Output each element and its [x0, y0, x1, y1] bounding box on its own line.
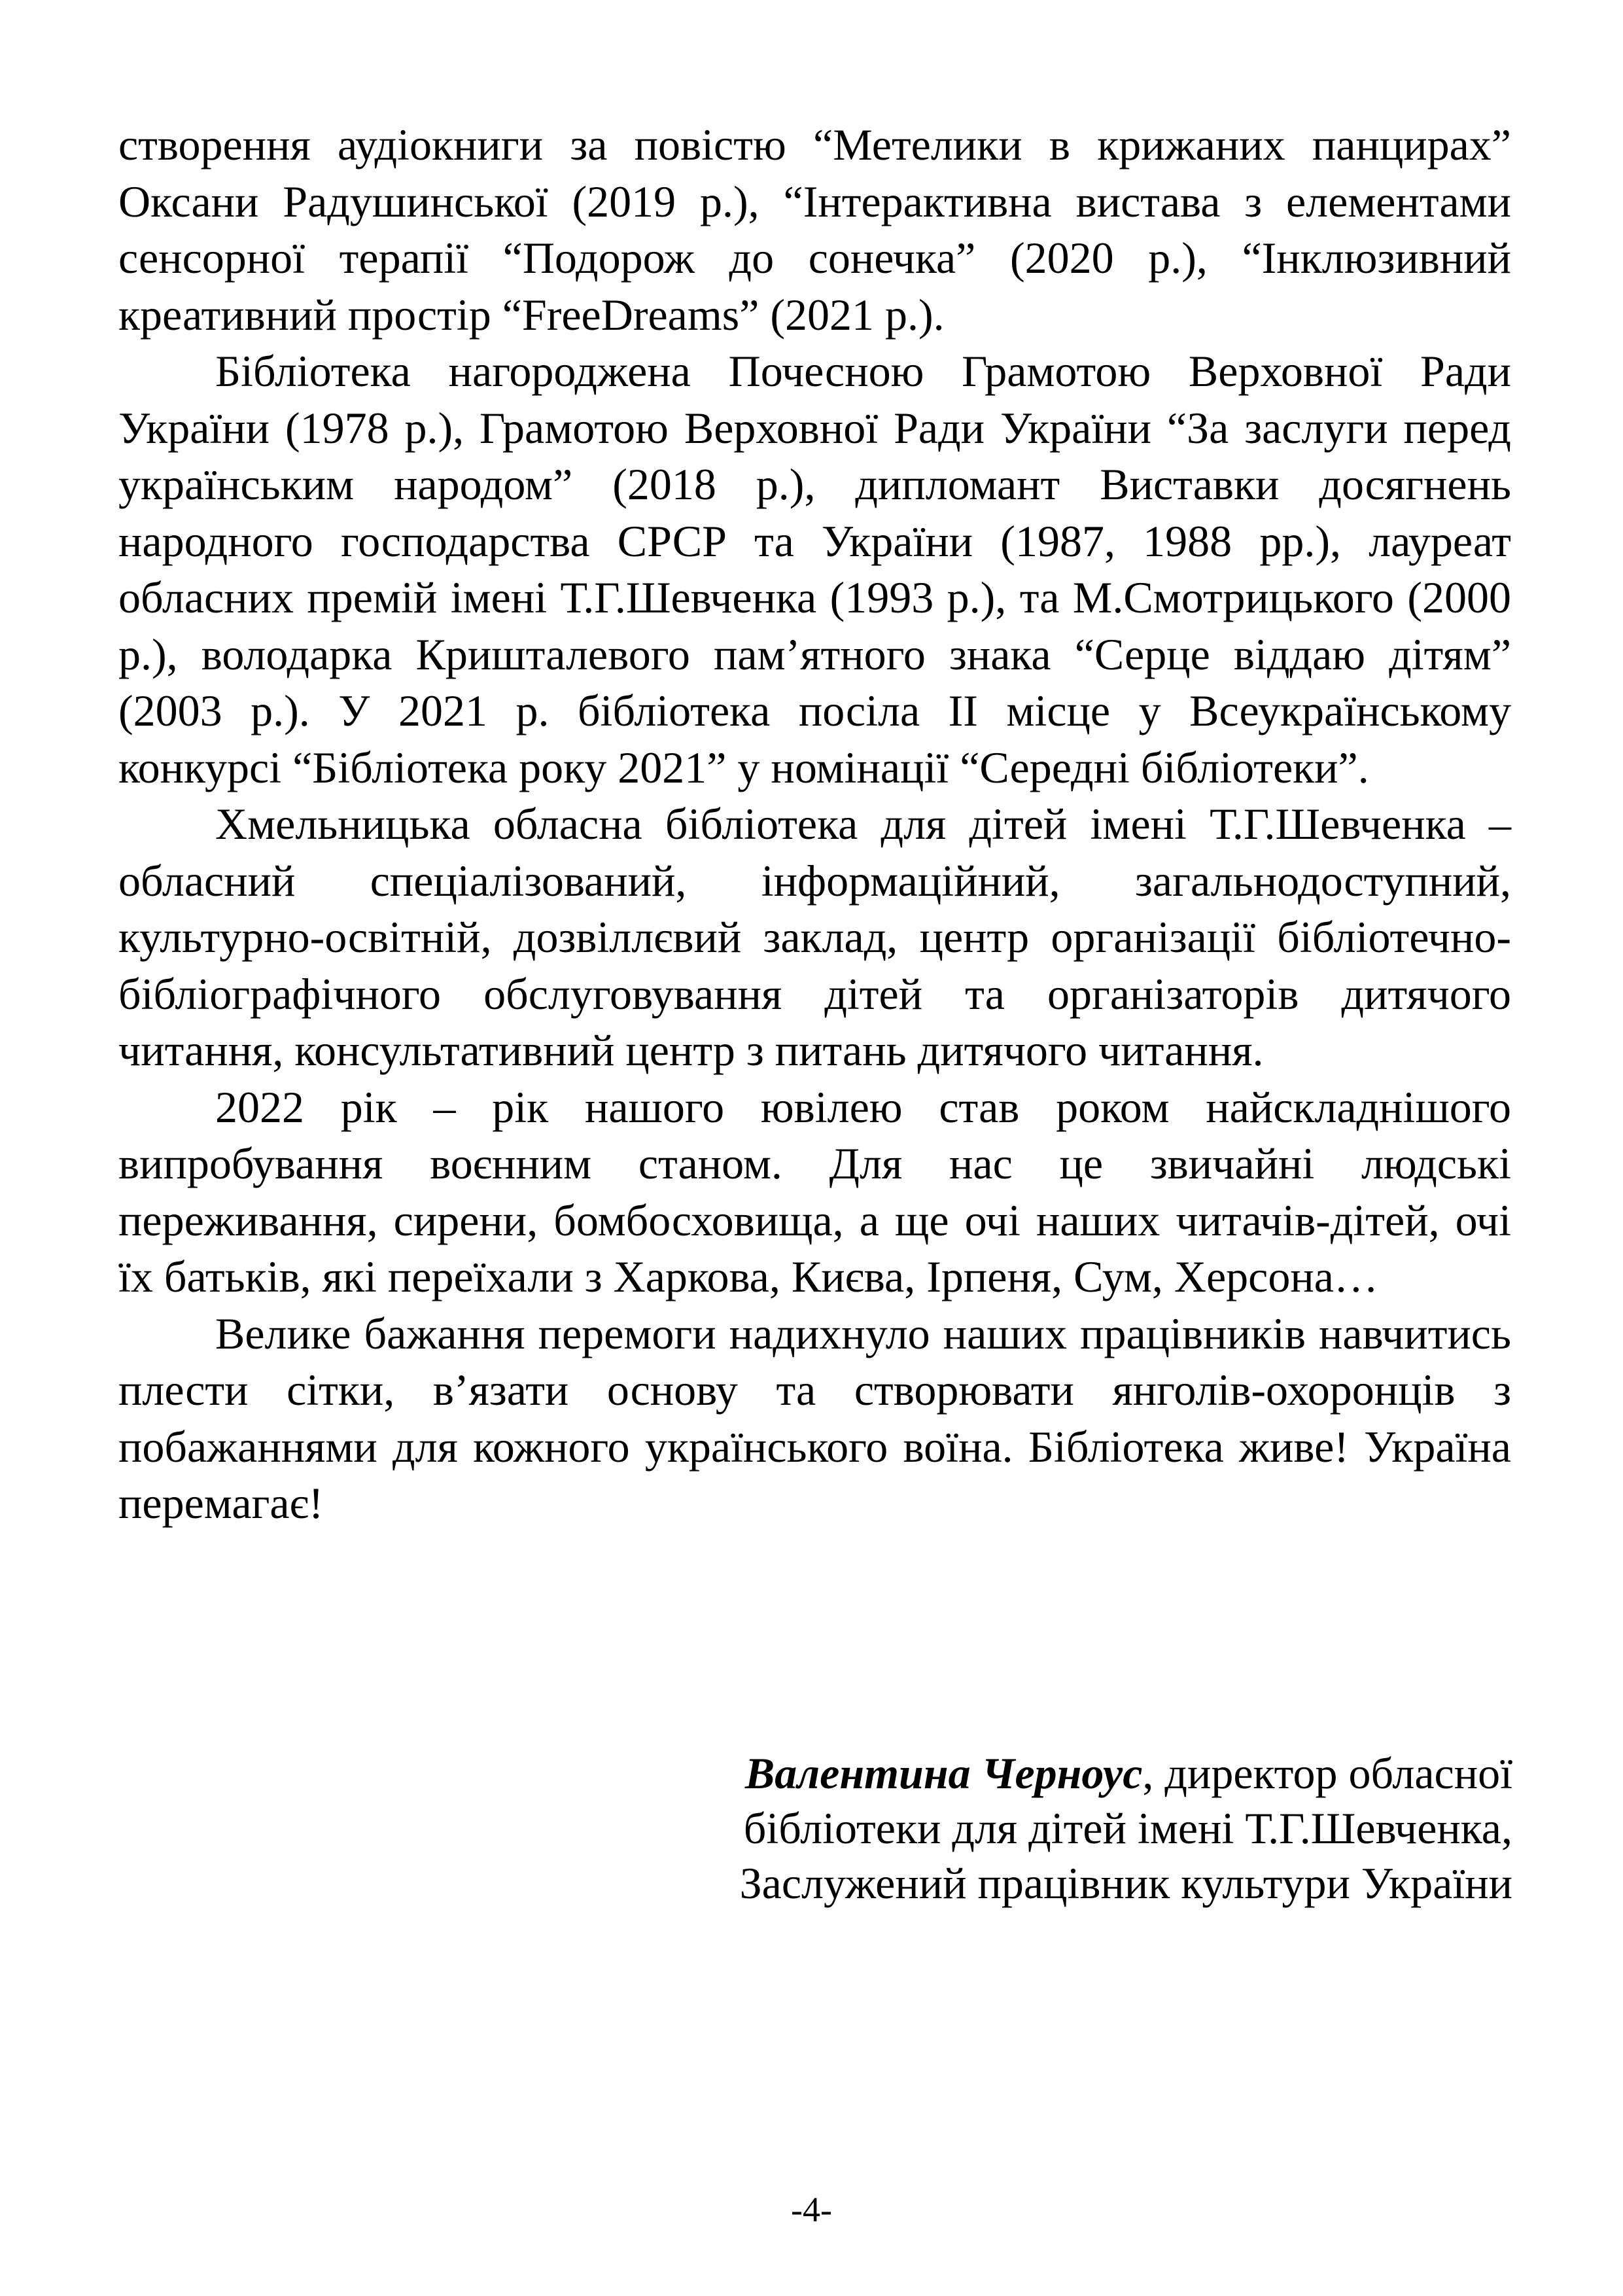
paragraph-library-description: Хмельницька обласна бібліотека для дітей імені Т.Г.Шевченка – обласний спеціалізований, інформаційний, загальнодоступний, культурно-освітній, дозвіллєвий заклад, центр організації бібліотечно-бібліографічного обслуговування дітей та організаторів дитячого читання, консультативний центр з питань дитячого читання. — [118, 799, 1511, 1075]
body-text — [118, 116, 1511, 1532]
paragraph-awards: Бібліотека нагороджена Почесною Грамотою Верховної Ради України (1978 р.), Грамотою Верховної Ради України “За заслуги перед українським народом” (2018 р.), дипломант Виставки досягнень народного господарства СРСР та України (1987, 1988 рр.), лауреат обласних премій імені Т.Г.Шевченка (1993 р.), та М.Смотрицького (2000 р.), володарка Кришталевого пам’ятного знака “Серце віддаю дітям” (2003 р.). У 2021 р. бібліотека посіла ІІ місце у Всеукраїнському конкурсі “Бібліотека року 2021” у номінації “Середні бібліотеки”. — [118, 346, 1511, 792]
signature-block — [628, 1746, 1512, 1911]
signature-title-1: , директор обласної — [1142, 1748, 1512, 1798]
paragraph-victory: Велике бажання перемоги надихнуло наших працівників навчитись плести сітки, в’язати основу та створювати янголів-охоронців з побажаннями для кожного українського воїна. Бібліотека живе! Україна перемагає! — [118, 1308, 1511, 1528]
paragraph-continuation: створення аудіокниги за повістю “Метелики в крижаних панцирах” Оксани Радушинської (2019 р.), “Інтерактивна вистава з елементами сенсорної терапії “Подорож до сонечка” (2020 р.), “Інклюзивний креативний простір “FreeDreams” (2021 р.). — [118, 120, 1511, 340]
paragraph-2022: 2022 рік – рік нашого ювілею став роком найскладнішого випробування воєнним станом. Для нас це звичайні людські переживання, сирени, бомбосховища, а ще очі наших читачів-дітей, очі їх батьків, які переїхали з Харкова, Києва, Ірпеня, Сум, Херсона… — [118, 1082, 1511, 1301]
page-number: -4- — [791, 2190, 832, 2229]
signature-line-1 — [628, 1746, 1512, 1801]
signature-title-3: Заслужений працівник культури України — [739, 1858, 1512, 1908]
signature-title-2: бібліотеки для дітей імені Т.Г.Шевченка, — [743, 1803, 1512, 1853]
signature-name: Валентина Черноус — [744, 1748, 1143, 1798]
